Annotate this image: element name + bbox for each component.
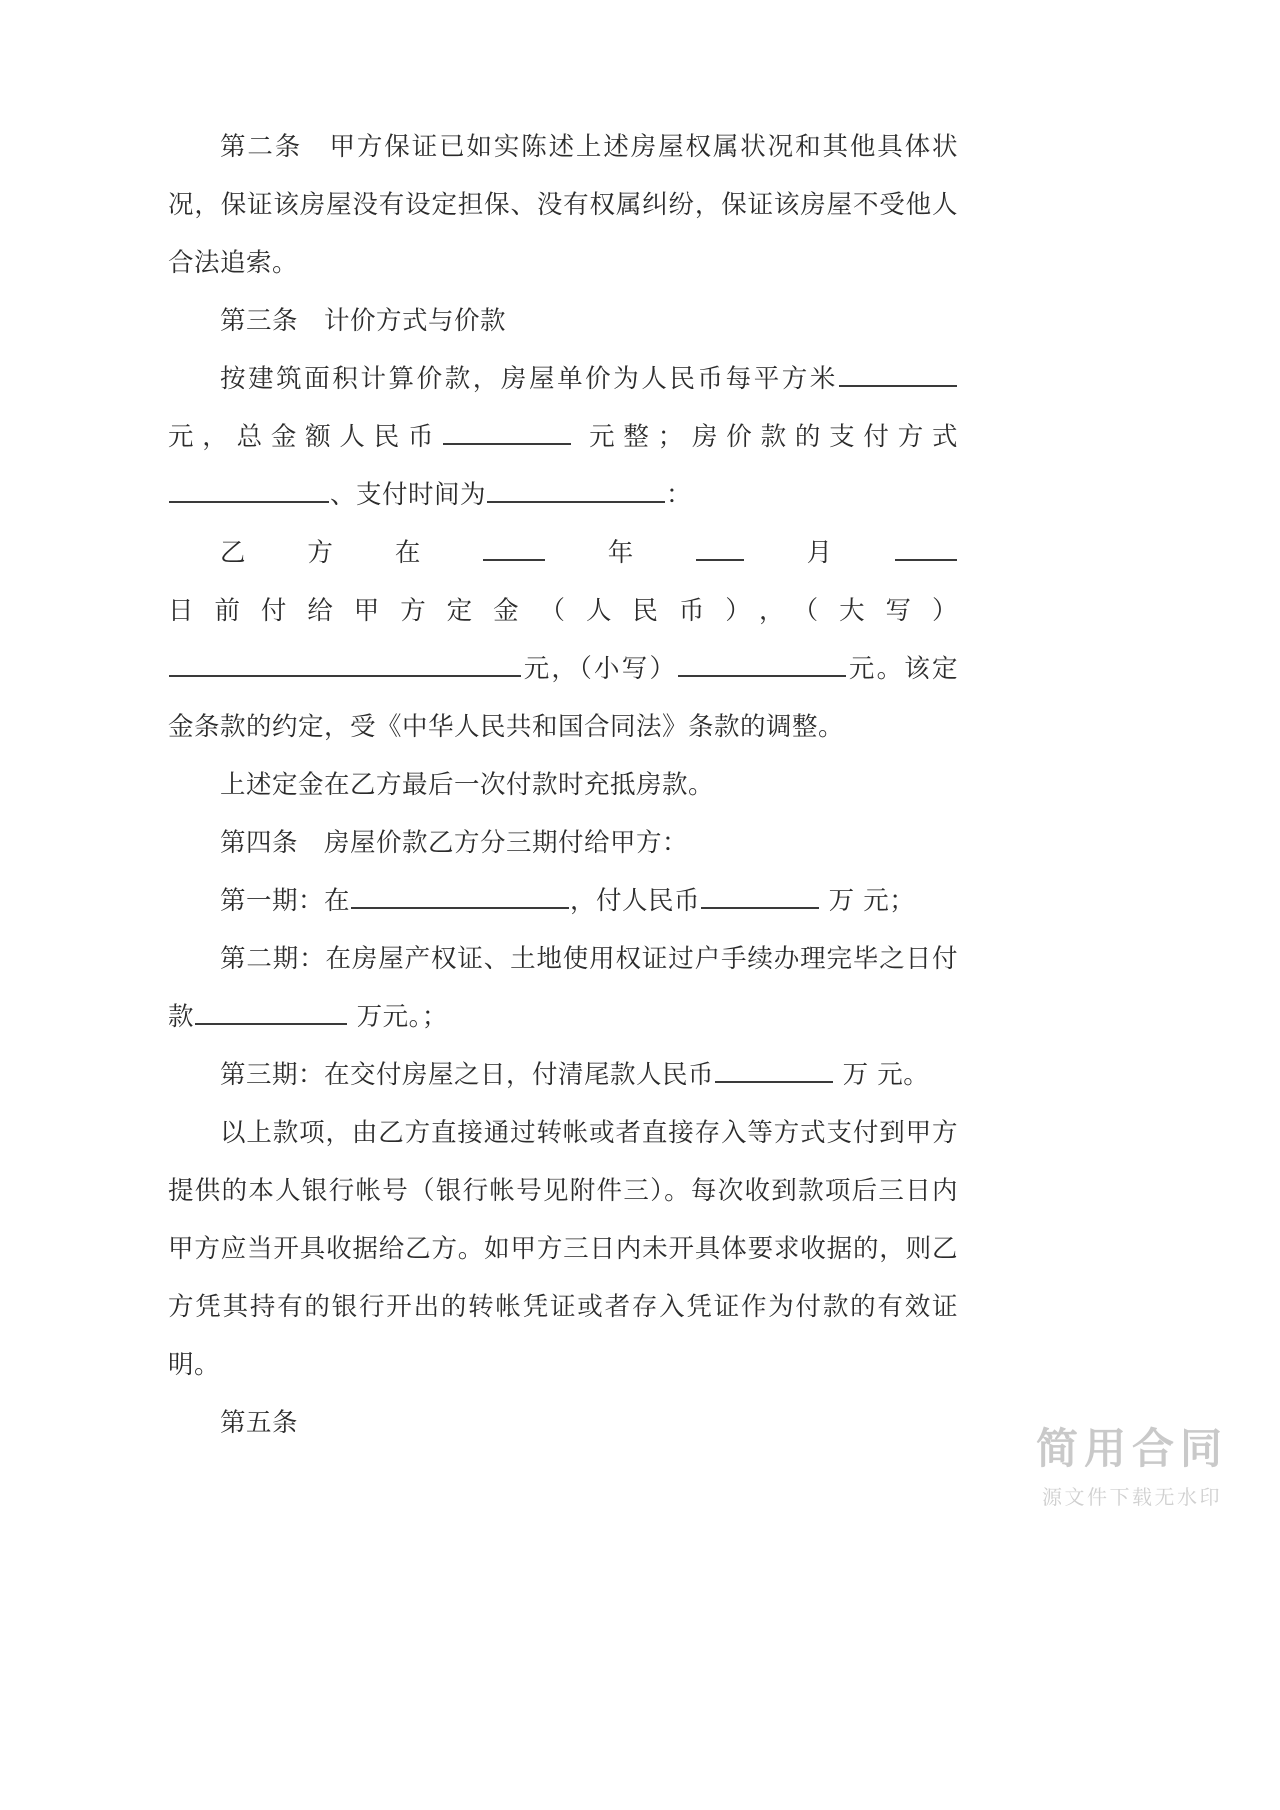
installment-three-paragraph: 第三期：在交付房屋之日，付清尾款人民币 万 元。 bbox=[168, 1046, 958, 1104]
fill-in-blank bbox=[443, 419, 571, 445]
clause-three-heading: 第三条 计价方式与价款 bbox=[220, 306, 507, 336]
fill-in-blank bbox=[351, 883, 569, 909]
fill-in-blank bbox=[715, 1057, 833, 1083]
fill-in-blank bbox=[169, 477, 329, 503]
deposit-paragraph: 乙方在 年 月日前付给甲方定金（人民币），（大写）元，（小写） 元。该定金条款的约定，受《中华人民共和国合同法》条款的调整。 bbox=[168, 524, 958, 756]
installment-two-paragraph: 第二期：在房屋产权证、土地使用权证过户手续办理完毕之日付款 万元。； bbox=[168, 944, 958, 1032]
fill-in-blank bbox=[169, 651, 521, 677]
fill-in-blank bbox=[696, 535, 744, 561]
clause-five-heading: 第五条 bbox=[220, 1408, 299, 1438]
clause-three-price-paragraph: 按建筑面积计算价款，房屋单价为人民币每平方米 元，总金额人民币 元整；房价款的支付方式、支付时间为 ： bbox=[168, 350, 958, 524]
fill-in-blank bbox=[483, 535, 545, 561]
watermark-sub-text: 源文件下载无水印 bbox=[1041, 1485, 1222, 1509]
watermark-main-text: 简用合同 bbox=[1035, 1423, 1228, 1473]
fill-in-blank bbox=[839, 361, 957, 387]
fill-in-blank bbox=[195, 999, 347, 1025]
fill-in-blank bbox=[487, 477, 665, 503]
document-body bbox=[168, 118, 967, 1452]
fill-in-blank bbox=[678, 651, 846, 677]
fill-in-blank bbox=[895, 535, 957, 561]
fill-in-blank bbox=[701, 883, 819, 909]
clause-four-heading: 第四条 房屋价款乙方分三期付给甲方： bbox=[220, 828, 689, 858]
clause-two-paragraph: 第二条 甲方保证已如实陈述上述房屋权属状况和其他具体状况，保证该房屋没有设定担保、没有权属纠纷，保证该房屋不受他人合法追索。 bbox=[168, 132, 958, 278]
deposit-offset-paragraph: 上述定金在乙方最后一次付款时充抵房款。 bbox=[220, 770, 715, 800]
watermark bbox=[1036, 1425, 1228, 1510]
installment-one-paragraph: 第一期：在 ，付人民币 万 元； bbox=[168, 872, 958, 930]
payment-method-paragraph: 以上款项，由乙方直接通过转帐或者直接存入等方式支付到甲方提供的本人银行帐号（银行帐号见附件三）。每次收到款项后三日内甲方应当开具收据给乙方。如甲方三日内未开具体要求收据的，则乙方凭其持有的银行开出的转帐凭证或者存入凭证作为付款的有效证明。 bbox=[168, 1118, 958, 1380]
